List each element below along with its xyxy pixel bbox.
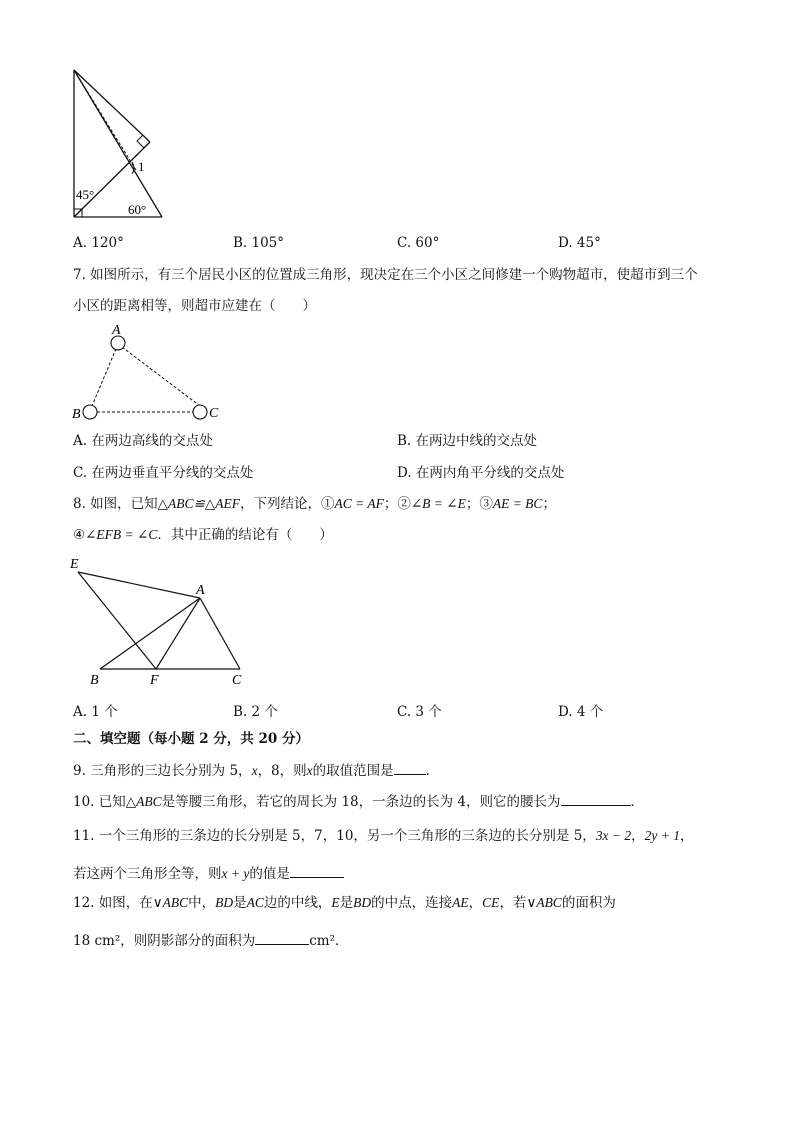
q11-sep1: ， — [631, 828, 645, 844]
q12-bd: BD — [215, 895, 234, 910]
fig7-point-c — [193, 405, 207, 419]
fig8-label-b: B — [90, 673, 99, 688]
q12-unit: cm² — [309, 933, 336, 949]
q7-text-line2: 小区的距离相等，则超市应建在（ ） — [73, 298, 316, 314]
q12-b: ，则阴影部分的面积为 — [120, 933, 256, 949]
q6-option-b[interactable]: B. 105° — [233, 235, 285, 251]
q7-option-a[interactable]: A. 在两边高线的交点处 — [73, 433, 213, 449]
q12-point-e: E — [331, 895, 340, 910]
q12-end: ． — [335, 933, 349, 949]
q11-part-c: 的值是 — [249, 866, 290, 882]
fig7-label-b: B — [72, 407, 81, 422]
fig6-label-angle1: 1 — [138, 159, 145, 174]
q11-expr3: x + y — [221, 866, 250, 881]
q7-option-d[interactable]: D. 在两内角平分线的交点处 — [397, 465, 565, 481]
fig7-side-ac — [118, 344, 200, 406]
q8-text: ，下列结论，① — [239, 496, 335, 512]
q11-part-a: 11. 一个三角形的三条边的长分别是 5，7，10，另一个三角形的三条边的长分别是 5， — [73, 828, 596, 844]
q12-ac: AC — [246, 895, 264, 910]
q10-part-a: 10. 已知 — [73, 794, 126, 810]
q11-text-line2 — [73, 863, 344, 883]
q10-answer-blank[interactable] — [561, 791, 631, 806]
q8-text-line2 — [73, 526, 333, 544]
q12-tri2: ∨ABC — [526, 895, 562, 910]
q12-a: 12. 如图，在 — [73, 895, 153, 911]
q9-answer-blank[interactable] — [394, 760, 426, 775]
q8-claim4-num: ④ — [73, 527, 86, 543]
q11-part-b: 若这两个三角形全等，则 — [73, 866, 222, 882]
q12-q: 的面积为 — [561, 895, 616, 911]
fig7-label-a: A — [112, 323, 121, 338]
q8-option-c[interactable]: C. 3 个 — [397, 704, 442, 720]
q8-intro: 8. 如图，已知 — [73, 496, 158, 512]
q6-option-d[interactable]: D. 45° — [558, 235, 601, 251]
q12-i: 是 — [339, 895, 354, 911]
q11-sep2: ， — [680, 828, 694, 844]
fig8-label-f: F — [150, 673, 159, 688]
q8-claim2: ∠B = ∠E — [410, 496, 466, 511]
q12-text-line2 — [73, 930, 349, 950]
q12-answer-blank[interactable] — [255, 930, 309, 945]
q8-question: ．其中正确的结论有（ ） — [157, 527, 333, 543]
q9-text — [73, 760, 439, 780]
fig8-seg-ba — [100, 598, 200, 669]
q8-sep3: ； — [542, 496, 556, 512]
q9-part-a: 9. 三角形的三边长分别为 5， — [73, 763, 252, 779]
q9-end: ． — [425, 763, 440, 779]
q8-sep1: ；② — [383, 496, 411, 512]
q8-sep2: ；③ — [465, 496, 493, 512]
q7-figure — [68, 320, 228, 424]
q12-g: 边的中线， — [263, 895, 332, 911]
q6-option-c[interactable]: C. 60° — [397, 235, 440, 251]
q12-k: 的中点，连接 — [371, 895, 453, 911]
q12-ce: CE — [482, 895, 500, 910]
q10-part-b: 是等腰三角形，若它的周长为 18，一条边的长为 4，则它的腰长为 — [161, 794, 561, 810]
q12-area: 18 cm² — [73, 933, 121, 949]
q7-option-b[interactable]: B. 在两边中线的交点处 — [397, 433, 538, 449]
q12-tri1: ∨ABC — [152, 895, 189, 910]
q8-option-a[interactable]: A. 1 个 — [73, 704, 118, 720]
fig8-label-a: A — [196, 583, 205, 598]
q10-triangle: △ABC — [125, 794, 162, 809]
q12-e: 是 — [233, 895, 247, 911]
q7-option-c[interactable]: C. 在两边垂直平分线的交点处 — [73, 465, 254, 481]
q8-congruence: △ABC≌△AEF — [157, 496, 240, 511]
q8-text-line1 — [73, 495, 556, 513]
q10-end: ． — [630, 794, 645, 810]
fig7-point-b — [83, 405, 97, 419]
fig8-seg-af — [156, 598, 200, 669]
q12-bd2: BD — [353, 895, 372, 910]
q11-expr2: 2y + 1 — [644, 828, 681, 843]
q8-option-d[interactable]: D. 4 个 — [558, 704, 604, 720]
q8-option-b[interactable]: B. 2 个 — [233, 704, 278, 720]
q12-ae: AE — [452, 895, 469, 910]
q8-claim3: AE = BC — [492, 496, 543, 511]
q11-answer-blank[interactable] — [290, 863, 344, 878]
q12-c: 中， — [188, 895, 216, 911]
q6-figure — [60, 62, 180, 224]
fig7-side-ab — [92, 344, 118, 406]
q11-text-line1 — [73, 827, 694, 845]
fig6-right-angle-mark-top — [137, 135, 144, 148]
fig6-label-45: 45° — [76, 187, 95, 202]
q11-expr1: 3x − 2 — [595, 828, 632, 843]
q12-text-line1 — [73, 894, 616, 912]
q8-claim1: AC = AF — [334, 496, 384, 511]
fig6-label-60: 60° — [128, 202, 147, 217]
q12-m: ， — [468, 895, 483, 911]
q10-text — [73, 791, 644, 811]
section2-heading: 二、填空题（每小题 2 分，共 20 分） — [73, 731, 309, 747]
q9-part-c: 的取值范围是 — [312, 763, 394, 779]
q8-figure — [64, 552, 254, 688]
q8-claim4: ∠EFB = ∠C — [85, 527, 158, 542]
fig7-point-a — [111, 336, 125, 350]
q9-var-x: x — [251, 763, 258, 778]
fig8-seg-ac — [200, 598, 240, 669]
q12-o: ，若 — [499, 895, 527, 911]
q9-part-b: ，8，则 — [257, 763, 307, 779]
q6-option-a[interactable]: A. 120° — [73, 235, 124, 251]
fig8-label-c: C — [232, 673, 242, 688]
fig8-label-e: E — [70, 557, 79, 572]
q7-text-line1: 7. 如图所示，有三个居民小区的位置成三角形，现决定在三个小区之间修建一个购物超市，使超市到三个 — [73, 267, 698, 283]
fig7-label-c: C — [209, 406, 219, 421]
q9-var-x2: x — [306, 763, 313, 778]
